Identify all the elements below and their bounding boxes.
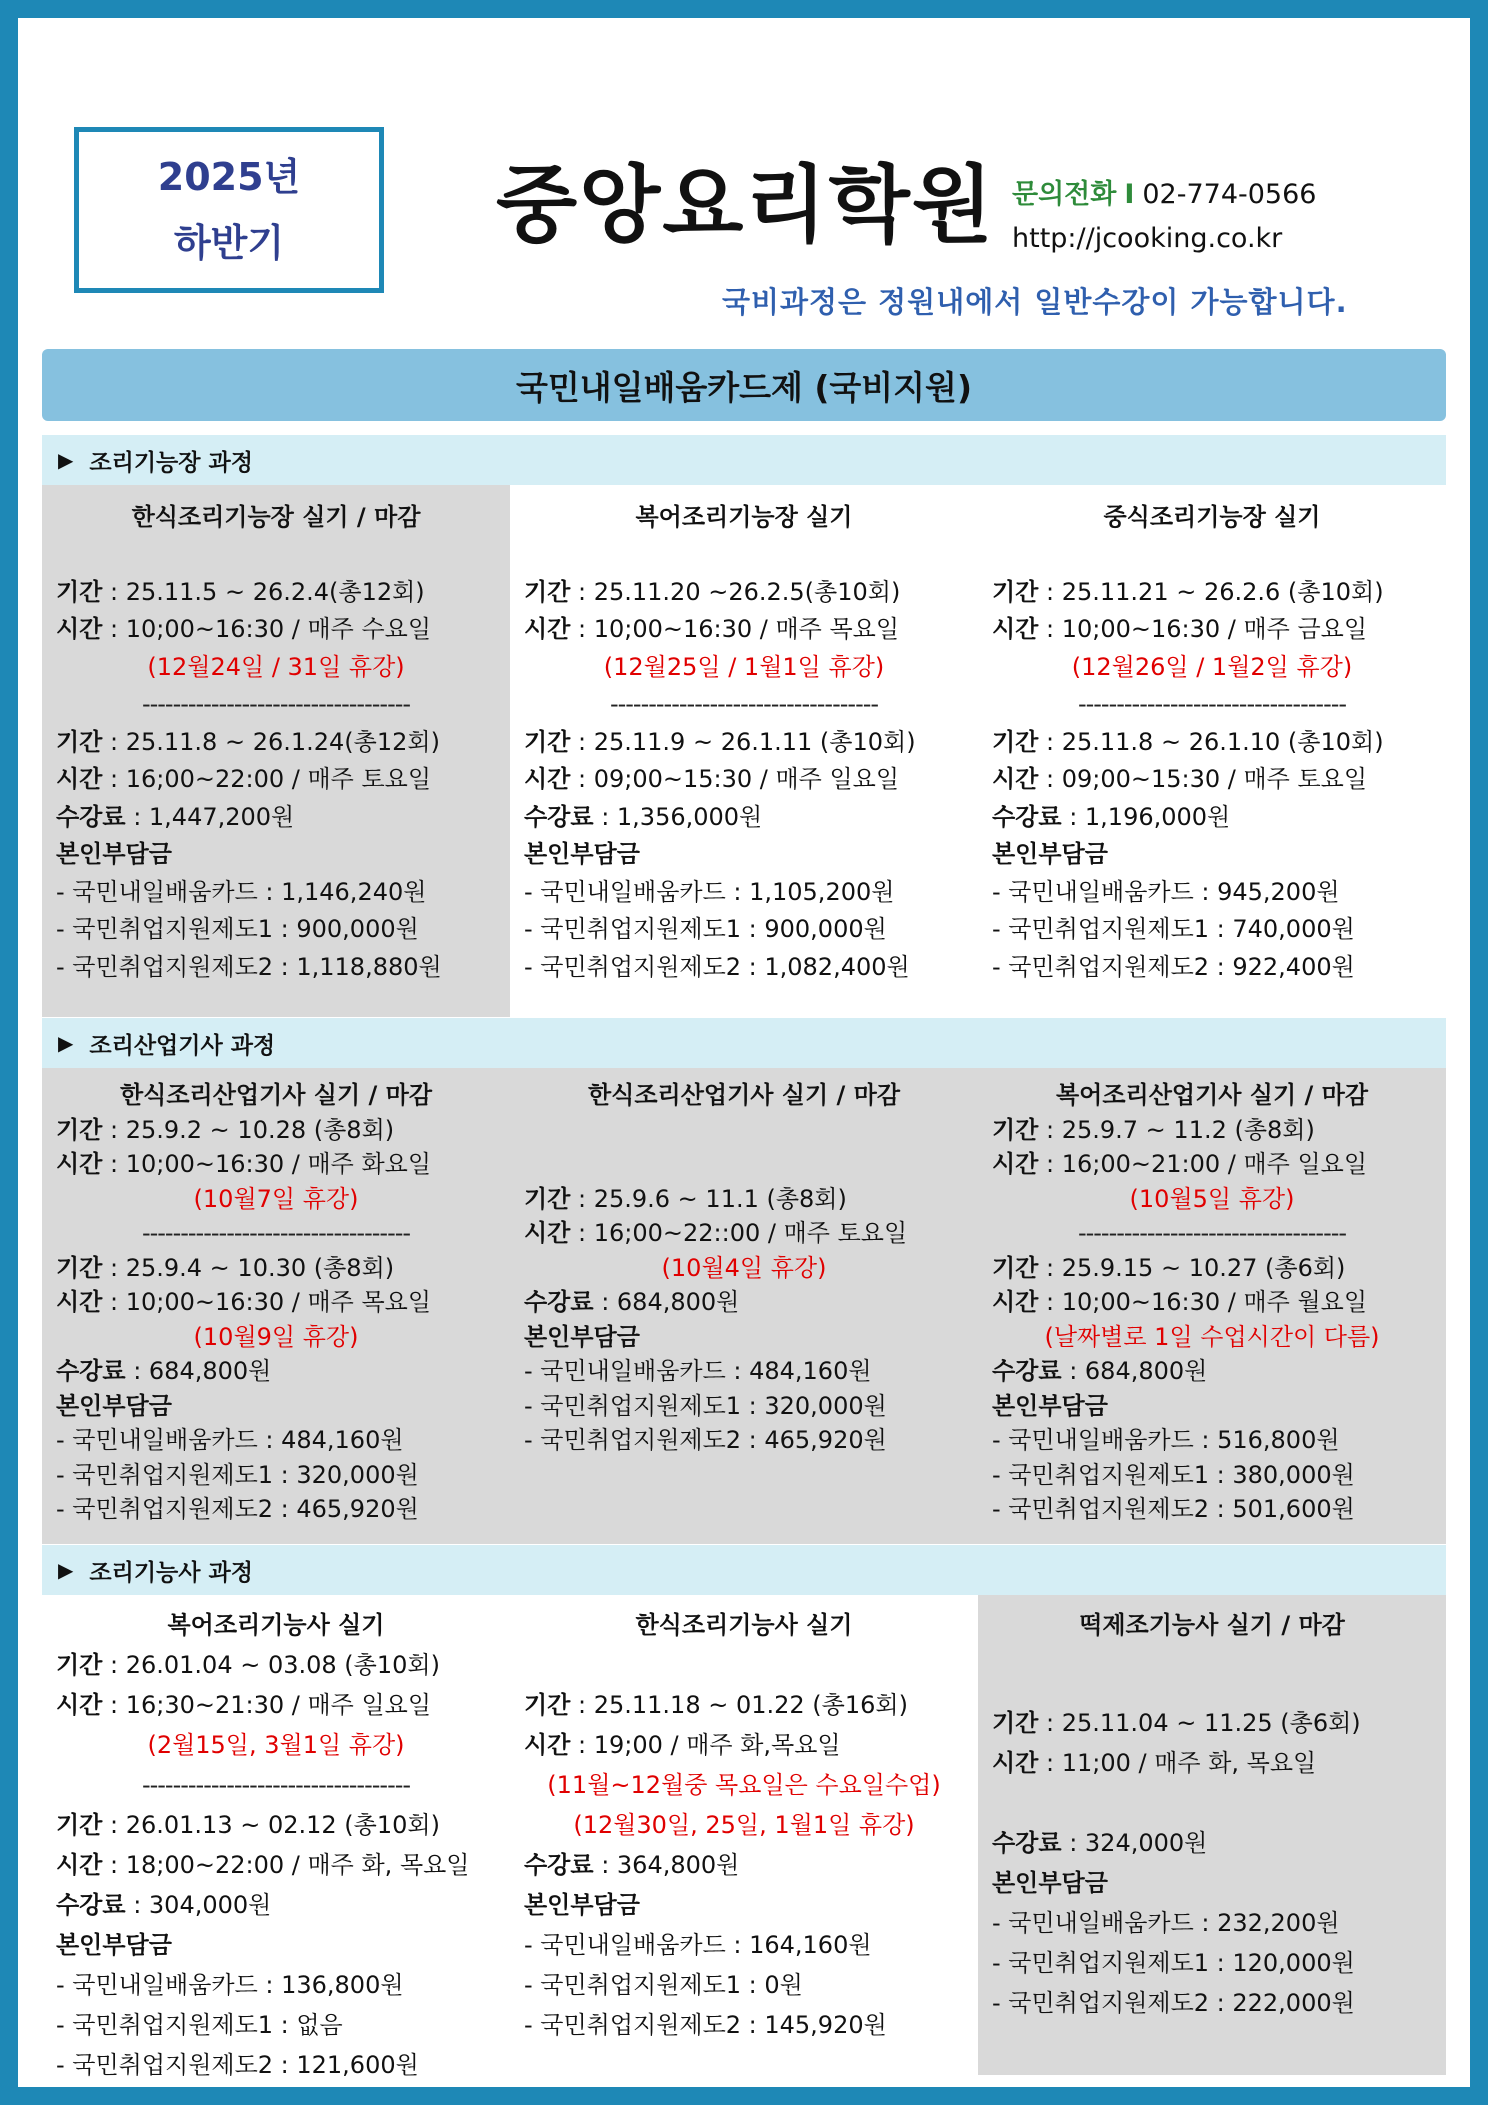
period-line: 기간 : 25.11.8 ~ 26.1.10 (총10회) — [992, 727, 1384, 756]
course-title: 한식조리산업기사 실기 / 마감 — [587, 1081, 901, 1109]
triangle-right-icon: ▶ — [58, 1031, 74, 1055]
section-title: 조리기능사 과정 — [89, 1559, 253, 1586]
period-line: 기간 : 25.9.2 ~ 10.28 (총8회) — [56, 1115, 395, 1144]
fee-line: 수강료 : 1,447,200원 — [56, 802, 295, 831]
card-line: - 국민내일배움카드 : 1,105,200원 — [524, 877, 895, 906]
card-line: - 국민내일배움카드 : 484,160원 — [524, 1357, 872, 1385]
phone-separator: I — [1124, 179, 1135, 210]
period-line: 기간 : 25.9.15 ~ 10.27 (총6회) — [992, 1253, 1346, 1282]
phone-number[interactable]: 02-774-0566 — [1142, 179, 1317, 210]
self-pay-label: 본인부담금 — [56, 840, 172, 868]
triangle-right-icon: ▶ — [58, 1558, 74, 1582]
divider: ----------------------------------- — [609, 690, 879, 718]
course-title: 떡제조기능사 실기 / 마감 — [1079, 1611, 1345, 1639]
card-line: - 국민내일배움카드 : 232,200원 — [992, 1909, 1340, 1937]
fee-line: 수강료 : 304,000원 — [56, 1891, 272, 1919]
course-card — [978, 1595, 1446, 2075]
period-line: 기간 : 25.11.18 ~ 01.22 (총16회) — [524, 1691, 908, 1719]
course-card — [510, 1595, 978, 2075]
holiday-note: (10월9일 휴강) — [193, 1322, 359, 1351]
employment1-line: - 국민취업지원제도1 : 320,000원 — [56, 1460, 419, 1489]
contact-info — [1012, 173, 1316, 261]
fee-line: 수강료 : 684,800원 — [992, 1357, 1208, 1385]
employment2-line: - 국민취업지원제도2 : 1,082,400원 — [524, 952, 910, 981]
holiday-note: (11월~12월중 목요일은 수요일수업) — [547, 1771, 941, 1799]
time-line: 시간 : 10;00~16:30 / 매주 목요일 — [524, 615, 900, 643]
phone-line — [1012, 173, 1316, 217]
section-title: 조리기능장 과정 — [89, 449, 253, 476]
section-title: 조리산업기사 과정 — [89, 1032, 276, 1059]
card-line: - 국민내일배움카드 : 484,160원 — [56, 1426, 404, 1454]
card-line: - 국민내일배움카드 : 945,200원 — [992, 877, 1340, 906]
period-line: 기간 : 26.01.04 ~ 03.08 (총10회) — [56, 1651, 440, 1679]
time-line: 시간 : 16;30~21:30 / 매주 일요일 — [56, 1691, 432, 1719]
course-title: 복어조리기능장 실기 — [635, 503, 853, 531]
holiday-note: (10월7일 휴강) — [193, 1184, 359, 1213]
flyer-page — [18, 18, 1470, 2087]
employment1-line: - 국민취업지원제도1 : 없음 — [56, 2011, 343, 2039]
website-link[interactable]: http://jcooking.co.kr — [1012, 223, 1283, 254]
fee-line: 수강료 : 684,800원 — [56, 1357, 272, 1385]
year-label: 2025년 — [157, 155, 301, 199]
academy-title: 중앙요리학원 — [496, 156, 995, 254]
fee-line: 수강료 : 324,000원 — [992, 1829, 1208, 1857]
time-line: 시간 : 18;00~22:00 / 매주 화, 목요일 — [56, 1851, 470, 1879]
course-title: 한식조리기능사 실기 — [635, 1611, 853, 1639]
holiday-note: (10월5일 휴강) — [1129, 1184, 1295, 1213]
fee-line: 수강료 : 364,800원 — [524, 1851, 740, 1879]
period-line: 기간 : 25.11.21 ~ 26.2.6 (총10회) — [992, 577, 1384, 606]
holiday-note: (12월24일 / 31일 휴강) — [147, 652, 405, 681]
section-bar-industrial — [42, 1018, 1446, 1068]
time-line: 시간 : 10;00~16:30 / 매주 목요일 — [56, 1288, 432, 1316]
period-line: 기간 : 25.11.20 ~26.2.5(총10회) — [524, 577, 901, 606]
period-line: 기간 : 25.11.9 ~ 26.1.11 (총10회) — [524, 727, 916, 756]
course-card — [42, 485, 510, 1017]
holiday-note: (12월25일 / 1월1일 휴강) — [603, 652, 885, 681]
period-line: 기간 : 25.9.7 ~ 11.2 (총8회) — [992, 1115, 1315, 1144]
employment2-line: - 국민취업지원제도2 : 121,600원 — [56, 2051, 419, 2079]
divider: ----------------------------------- — [1077, 1219, 1347, 1247]
employment2-line: - 국민취업지원제도2 : 501,600원 — [992, 1495, 1355, 1523]
course-title: 복어조리산업기사 실기 / 마감 — [1055, 1081, 1369, 1109]
employment2-line: - 국민취업지원제도2 : 465,920원 — [56, 1495, 419, 1523]
course-title: 한식조리산업기사 실기 / 마감 — [119, 1081, 433, 1109]
period-line: 기간 : 25.9.6 ~ 11.1 (총8회) — [524, 1184, 847, 1213]
period-line: 기간 : 25.11.8 ~ 26.1.24(총12회) — [56, 727, 440, 756]
course-card — [978, 485, 1446, 1017]
time-line: 시간 : 10;00~16:30 / 매주 금요일 — [992, 615, 1368, 643]
time-line: 시간 : 10;00~16:30 / 매주 월요일 — [992, 1288, 1368, 1316]
section-bar-craftsman — [42, 1545, 1446, 1595]
divider: ----------------------------------- — [141, 1219, 411, 1247]
self-pay-label: 본인부담금 — [992, 1391, 1108, 1420]
course-card — [42, 1595, 510, 2079]
phone-label: 문의전화 — [1012, 179, 1117, 210]
employment1-line: - 국민취업지원제도1 : 900,000원 — [56, 915, 419, 943]
course-title: 한식조리기능장 실기 / 마감 — [131, 503, 421, 531]
divider: ----------------------------------- — [1077, 690, 1347, 718]
holiday-note: (12월26일 / 1월2일 휴강) — [1071, 652, 1353, 681]
employment2-line: - 국민취업지원제도2 : 222,000원 — [992, 1989, 1355, 2017]
employment2-line: - 국민취업지원제도2 : 922,400원 — [992, 952, 1355, 981]
employment1-line: - 국민취업지원제도1 : 320,000원 — [524, 1391, 887, 1420]
time-line: 시간 : 16;00~22:00 / 매주 토요일 — [56, 765, 432, 793]
section-grid-master — [42, 485, 1446, 1017]
course-title: 복어조리기능사 실기 — [167, 1611, 385, 1639]
section-bar-master — [42, 435, 1446, 485]
fee-line: 수강료 : 1,356,000원 — [524, 802, 763, 831]
holiday-note: (날짜별로 1일 수업시간이 다름) — [1044, 1322, 1380, 1351]
period-line: 기간 : 25.11.5 ~ 26.2.4(총12회) — [56, 577, 425, 606]
enrollment-notice: 국비과정은 정원내에서 일반수강이 가능합니다. — [722, 285, 1348, 319]
employment1-line: - 국민취업지원제도1 : 900,000원 — [524, 915, 887, 943]
course-card — [510, 1068, 978, 1544]
time-line: 시간 : 16;00~22::00 / 매주 토요일 — [524, 1219, 908, 1247]
time-line: 시간 : 19;00 / 매주 화,목요일 — [524, 1731, 841, 1759]
period-line: 기간 : 25.11.04 ~ 11.25 (총6회) — [992, 1709, 1361, 1737]
employment1-line: - 국민취업지원제도1 : 740,000원 — [992, 915, 1355, 943]
time-line: 시간 : 10;00~16:30 / 매주 화요일 — [56, 1150, 432, 1178]
self-pay-label: 본인부담금 — [524, 1891, 640, 1919]
course-card — [42, 1068, 510, 1544]
triangle-right-icon: ▶ — [58, 448, 74, 472]
card-line: - 국민내일배움카드 : 1,146,240원 — [56, 877, 427, 906]
employment1-line: - 국민취업지원제도1 : 0원 — [524, 1971, 803, 1999]
self-pay-label: 본인부담금 — [524, 1322, 640, 1351]
card-line: - 국민내일배움카드 : 136,800원 — [56, 1971, 404, 1999]
program-banner: 국민내일배움카드제 (국비지원) — [42, 349, 1446, 421]
employment1-line: - 국민취업지원제도1 : 380,000원 — [992, 1460, 1355, 1489]
fee-line: 수강료 : 1,196,000원 — [992, 802, 1231, 831]
time-line: 시간 : 09;00~15:30 / 매주 토요일 — [992, 765, 1368, 793]
card-line: - 국민내일배움카드 : 516,800원 — [992, 1426, 1340, 1454]
holiday-note: (2월15일, 3월1일 휴강) — [147, 1731, 405, 1759]
employment2-line: - 국민취업지원제도2 : 1,118,880원 — [56, 952, 442, 981]
employment2-line: - 국민취업지원제도2 : 145,920원 — [524, 2011, 887, 2039]
section-grid-craftsman — [42, 1595, 1446, 2079]
self-pay-label: 본인부담금 — [992, 1869, 1108, 1897]
divider: ----------------------------------- — [141, 690, 411, 718]
period-line: 기간 : 26.01.13 ~ 02.12 (총10회) — [56, 1811, 440, 1839]
divider: ----------------------------------- — [141, 1771, 411, 1799]
fee-line: 수강료 : 684,800원 — [524, 1288, 740, 1316]
period-line: 기간 : 25.9.4 ~ 10.30 (총8회) — [56, 1253, 395, 1282]
course-title: 중식조리기능장 실기 — [1103, 503, 1321, 531]
time-line: 시간 : 09;00~15:30 / 매주 일요일 — [524, 765, 900, 793]
time-line: 시간 : 10;00~16:30 / 매주 수요일 — [56, 615, 432, 643]
time-line: 시간 : 11;00 / 매주 화, 목요일 — [992, 1749, 1317, 1777]
self-pay-label: 본인부담금 — [992, 840, 1108, 868]
self-pay-label: 본인부담금 — [56, 1391, 172, 1420]
half-label: 하반기 — [173, 221, 285, 265]
year-box — [74, 127, 384, 293]
employment1-line: - 국민취업지원제도1 : 120,000원 — [992, 1949, 1355, 1977]
self-pay-label: 본인부담금 — [524, 840, 640, 868]
section-grid-industrial — [42, 1068, 1446, 1544]
holiday-note: (12월30일, 25일, 1월1일 휴강) — [573, 1811, 915, 1839]
self-pay-label: 본인부담금 — [56, 1931, 172, 1959]
employment2-line: - 국민취업지원제도2 : 465,920원 — [524, 1426, 887, 1454]
card-line: - 국민내일배움카드 : 164,160원 — [524, 1931, 872, 1959]
course-card — [510, 485, 978, 1017]
holiday-note: (10월4일 휴강) — [661, 1253, 827, 1282]
time-line: 시간 : 16;00~21:00 / 매주 일요일 — [992, 1150, 1368, 1178]
course-card — [978, 1068, 1446, 1544]
